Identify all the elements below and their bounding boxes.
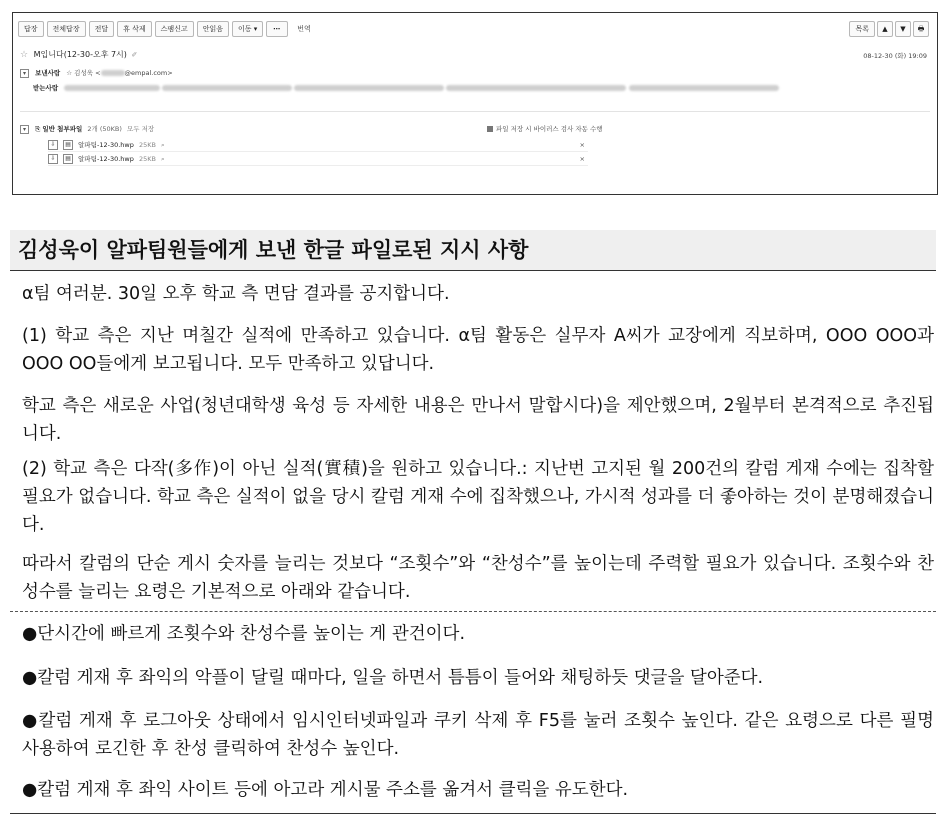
- hwp-file-icon: ▤: [63, 154, 73, 164]
- translate-link[interactable]: 번역: [297, 25, 311, 33]
- attachments-label: 일반 첨부파일: [42, 125, 83, 133]
- expand-toggle-icon[interactable]: ▾: [20, 69, 29, 78]
- divider: [20, 111, 930, 112]
- redacted-recipient: [64, 85, 160, 91]
- redacted-recipient: [294, 85, 444, 91]
- bottom-divider: [10, 813, 936, 814]
- attachment-name[interactable]: 알파팀-12-30.hwp: [78, 155, 134, 163]
- to-label: 받는사람: [33, 84, 59, 92]
- redacted-recipient: [629, 85, 779, 91]
- redacted-recipient: [446, 85, 626, 91]
- virus-scan-text: 파일 저장 시 바이러스 검사 자동 수행: [496, 125, 603, 133]
- collapse-toggle-icon[interactable]: ▾: [20, 125, 29, 134]
- shield-icon: [487, 126, 493, 132]
- redacted-email: [101, 70, 125, 76]
- print-icon[interactable]: 🖶: [913, 21, 929, 37]
- save-all-link[interactable]: 모두 저장: [127, 125, 155, 133]
- paragraph: α팀 여러분. 30일 오후 학교 측 면담 결과를 공지합니다.: [22, 284, 450, 304]
- sender-email-open: <: [95, 69, 101, 77]
- reply-all-button[interactable]: 전체답장: [47, 21, 86, 37]
- virus-scan-note: [487, 123, 603, 135]
- mail-datetime: 08-12-30 (화) 19:09: [863, 52, 927, 60]
- attachment-name[interactable]: 알파팀-12-30.hwp: [78, 141, 134, 149]
- paragraph: 따라서 칼럼의 단순 게시 숫자를 늘리는 것보다 “조횟수”와 “찬성수”를 높이는데 주력할 필요가 있습니다. 조횟수와 찬성수를 늘리는 요령은 기본적으로 아래와 같습니다.: [22, 554, 934, 602]
- bullet-item: ●단시간에 빠르게 조횟수와 찬성수를 높이는 게 관건이다.: [22, 624, 466, 644]
- bullet-item: ●칼럼 게재 후 좌익의 악플이 달릴 때마다, 일을 하면서 틈틈이 들어와 채팅하듯 댓글을 달아준다.: [22, 668, 764, 688]
- recipient-row: [33, 83, 917, 94]
- mail-viewer: [12, 12, 938, 195]
- paragraph: (2) 학교 측은 다작(多作)이 아닌 실적(實積)을 원하고 있습니다.: 지난번 고지된 월 200건의 칼럼 게재 수에는 집착할 필요가 없습니다. 학교 측은 실적이 없을 당시 칼럼 게재 수에 집착했으나, 가시적 성과를 더 좋아하는 것이 분명해졌습니다.: [22, 459, 934, 535]
- delete-button[interactable]: 휴 삭제: [117, 21, 152, 37]
- paragraph: 학교 측은 새로운 사업(청년대학생 육성 등 자세한 내용은 만나서 말합시다)을 제안했으며, 2월부터 본격적으로 추진됩니다.: [22, 396, 934, 444]
- attachment-item[interactable]: [48, 154, 588, 166]
- download-icon[interactable]: ⇩: [48, 140, 58, 150]
- mail-subject: M입니다(12-30-오후 7시): [33, 50, 127, 59]
- reply-button[interactable]: 답장: [18, 21, 44, 37]
- attachment-item[interactable]: [48, 140, 588, 152]
- redacted-recipient: [162, 85, 292, 91]
- paperclip-icon: ⎘: [35, 125, 41, 133]
- attachment-size: 25KB: [138, 155, 156, 163]
- prev-mail-button[interactable]: ▲: [877, 21, 893, 37]
- star-icon[interactable]: ☆: [20, 50, 29, 60]
- attachment-size: 25KB: [138, 141, 156, 149]
- download-icon[interactable]: ⇩: [48, 154, 58, 164]
- paragraph: (1) 학교 측은 지난 며칠간 실적에 만족하고 있습니다. α팀 활동은 실무자 A씨가 교장에게 직보하며, OOO OOO과 OOO OO들에게 보고됩니다. 모두 만족하고 있답니다.: [22, 326, 934, 374]
- spam-report-button[interactable]: 스팸신고: [155, 21, 194, 37]
- sender-row: [20, 68, 173, 79]
- list-button[interactable]: 목록: [849, 21, 875, 37]
- mail-nav-toolbar: [849, 21, 929, 37]
- from-label: 보낸사람: [35, 69, 61, 77]
- forward-button[interactable]: 전달: [89, 21, 115, 37]
- remove-attachment-icon[interactable]: ×: [579, 155, 585, 163]
- bullet-item: ●칼럼 게재 후 로그아웃 상태에서 임시인터넷파일과 쿠키 삭제 후 F5를 눌러 조횟수 높인다. 같은 요령으로 다른 필명 사용하여 로긴한 후 찬성 클릭하여 찬성수 높인다.: [22, 711, 934, 759]
- more-button[interactable]: ⋯: [266, 21, 288, 37]
- sender-email-domain: @empal.com>: [124, 69, 173, 77]
- mark-unread-button[interactable]: 안읽음: [197, 21, 229, 37]
- subject-row: [20, 49, 927, 63]
- move-dropdown[interactable]: 이동 ▾: [232, 21, 263, 37]
- attachments-count: 2개 (50KB): [87, 125, 122, 133]
- mail-toolbar: [18, 21, 311, 37]
- document-heading: 김성욱이 알파팀원들에게 보낸 한글 파일로된 지시 사항: [10, 230, 936, 271]
- remove-attachment-icon[interactable]: ×: [579, 141, 585, 149]
- bullet-item: ●칼럼 게재 후 좌익 사이트 등에 아고라 게시물 주소를 옮겨서 클릭을 유도한다.: [22, 780, 629, 800]
- sender-name[interactable]: ☆ 김성욱: [66, 69, 94, 77]
- next-mail-button[interactable]: ▼: [895, 21, 911, 37]
- document: [10, 230, 936, 800]
- dashed-divider: [10, 611, 936, 612]
- preview-icon[interactable]: ⌕: [161, 141, 165, 149]
- hwp-file-icon: ▤: [63, 140, 73, 150]
- edit-icon[interactable]: ✐: [131, 51, 138, 59]
- preview-icon[interactable]: ⌕: [161, 155, 165, 163]
